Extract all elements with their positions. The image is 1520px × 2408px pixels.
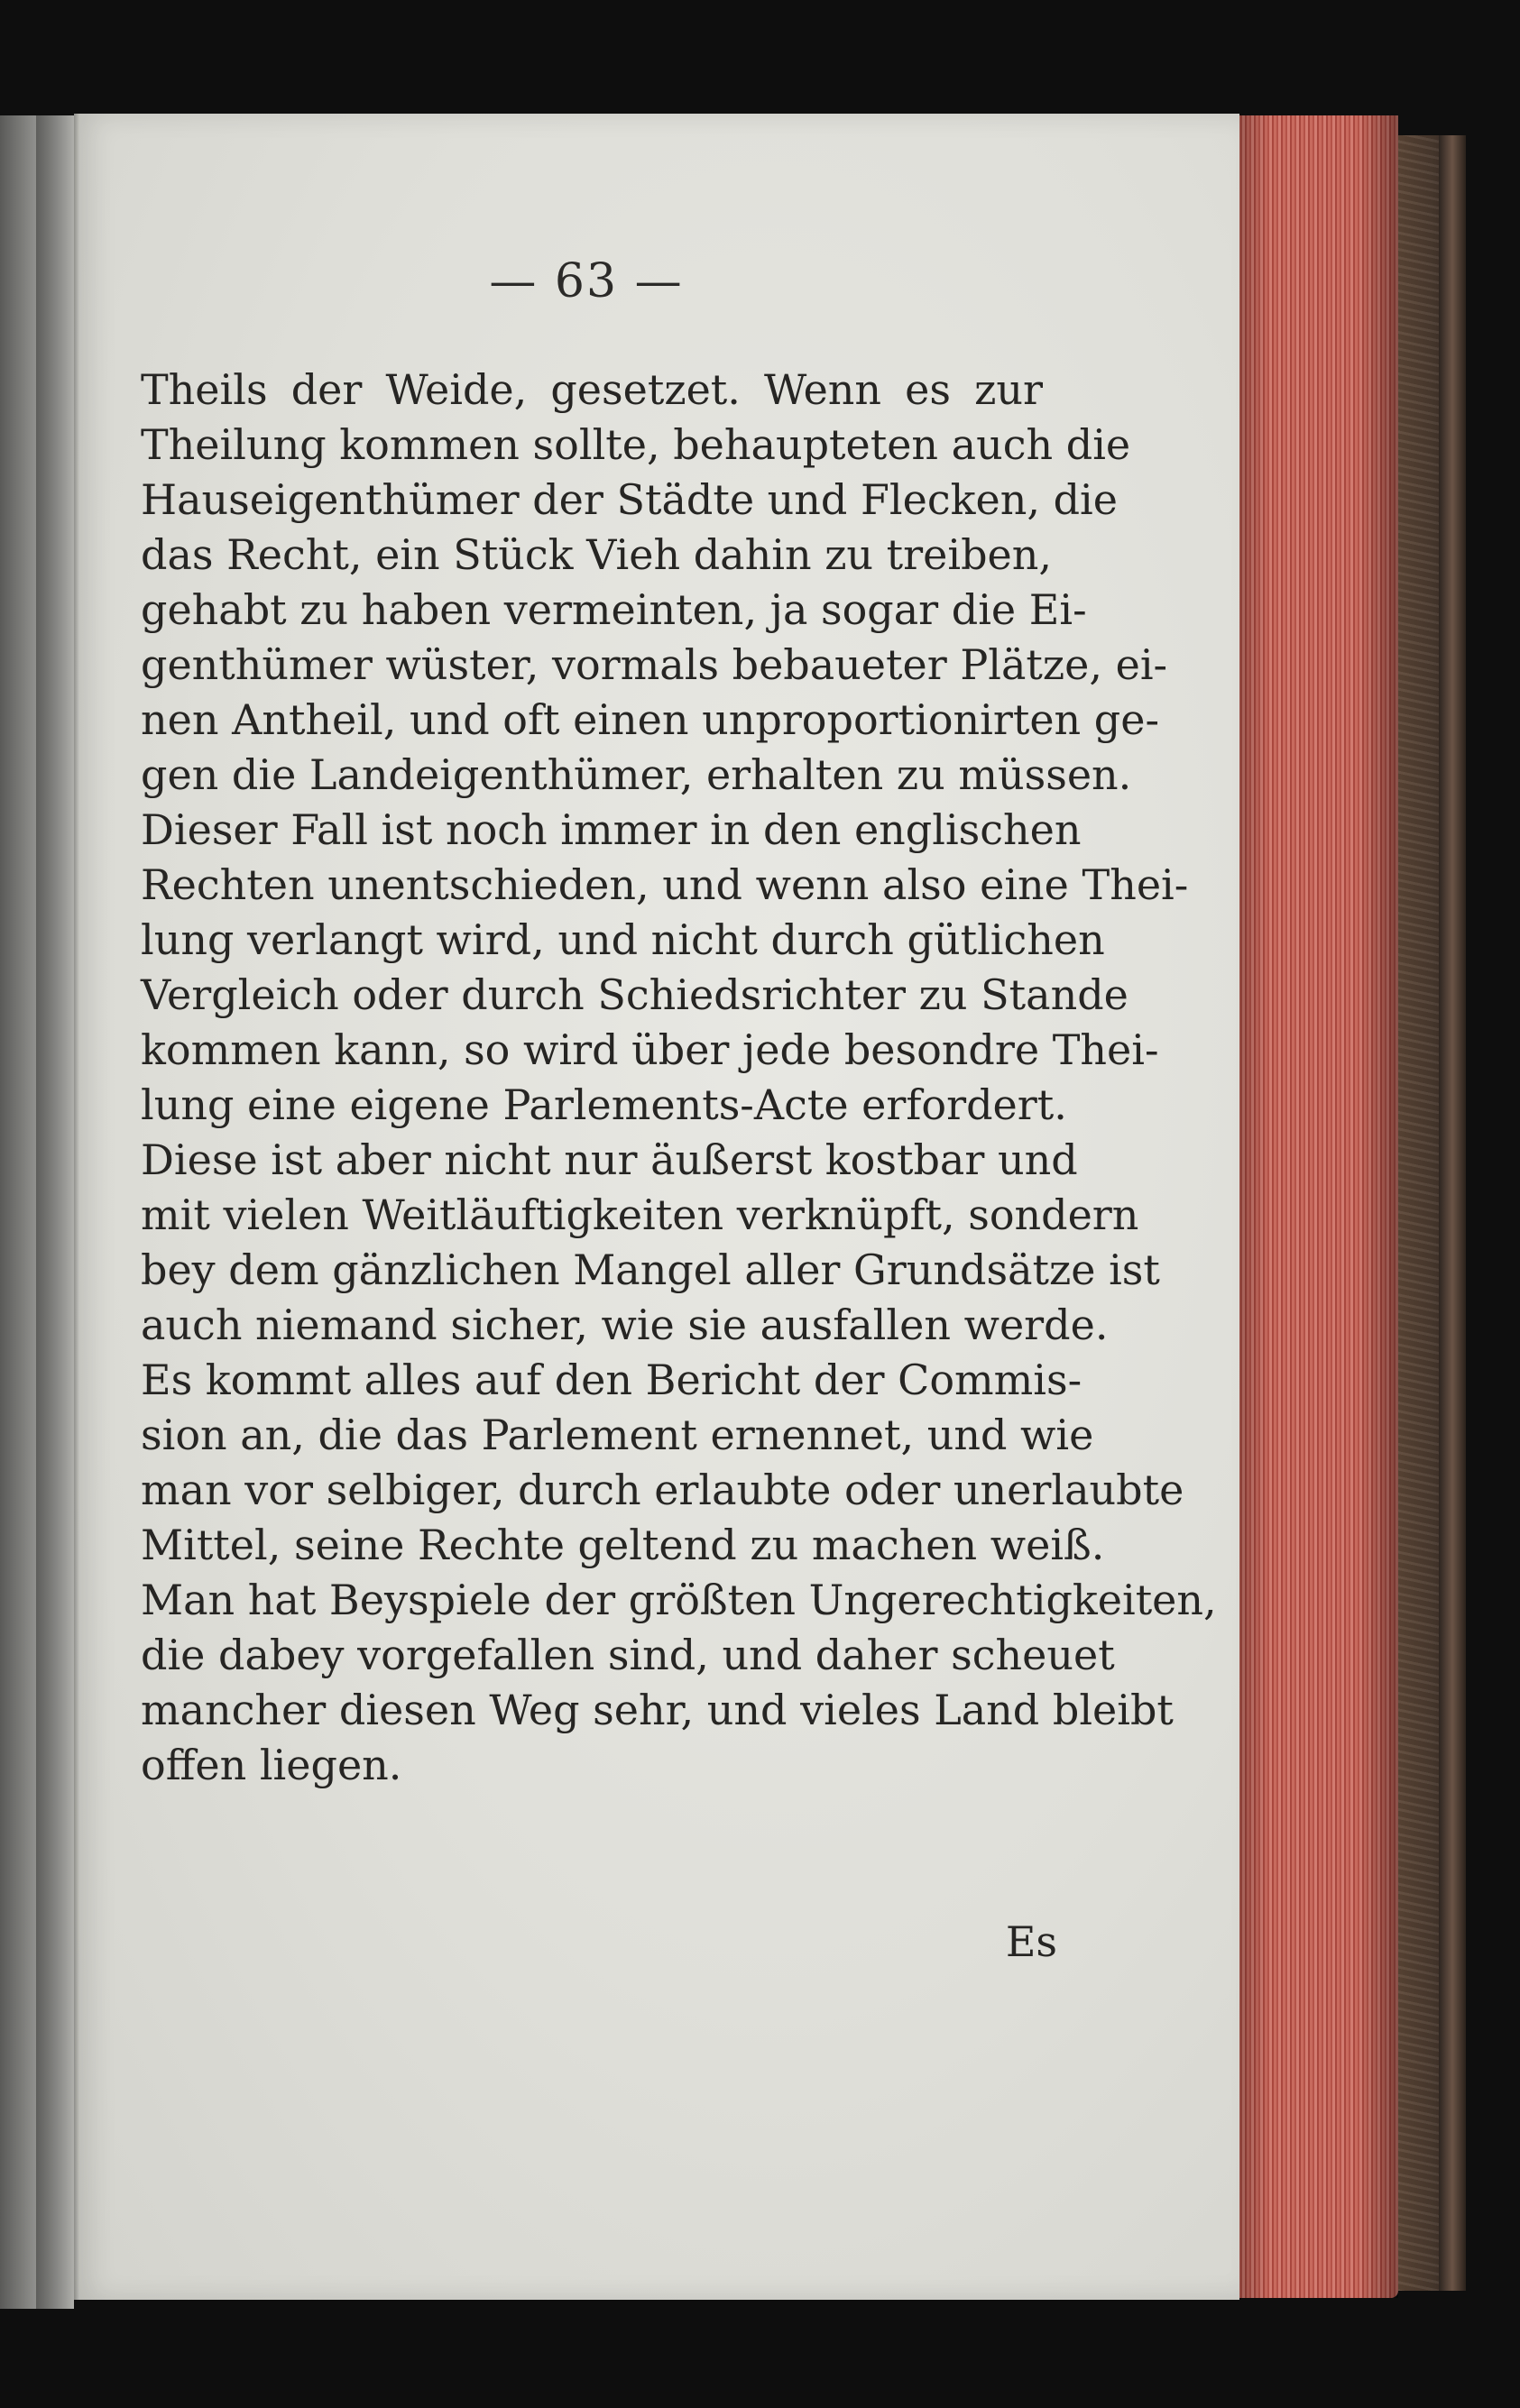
text-line: mit vielen Weitläuftigkeiten verknüpft, sondern (141, 1190, 1139, 1239)
text-line: kommen kann, so wird über jede besondre Thei- (141, 1025, 1159, 1074)
text-line: Rechten unentschieden, und wenn also eine Thei- (141, 860, 1189, 909)
body-text (141, 363, 1217, 1793)
text-line: gehabt zu haben vermeinten, ja sogar die Ei- (141, 585, 1087, 634)
text-line: das Recht, ein Stück Vieh dahin zu treiben, (141, 530, 1053, 579)
text-line: mancher diesen Weg sehr, und vieles Land bleibt (141, 1686, 1174, 1734)
text-line: Diese ist aber nicht nur äußerst kostbar und (141, 1135, 1078, 1184)
text-line: nen Antheil, und oft einen unproportionirten ge- (141, 695, 1160, 744)
text-line: lung eine eigene Parlements-Acte erfordert. (141, 1080, 1067, 1129)
text-line: Theilung kommen sollte, behaupteten auch die (141, 420, 1131, 469)
text-line: lung verlangt wird, und nicht durch gütlichen (141, 915, 1105, 964)
text-line: bey dem gänzlichen Mangel aller Grundsätze ist (141, 1245, 1160, 1294)
text-line: Man hat Beyspiele der größten Ungerechtigkeiten, (141, 1576, 1217, 1624)
text-line: sion an, die das Parlement ernennet, und wie (141, 1411, 1094, 1459)
text-line: genthümer wüster, vormals bebaueter Plätze, ei- (141, 640, 1168, 689)
text-line: man vor selbiger, durch erlaubte oder unerlaubte (141, 1466, 1184, 1514)
text-line: Hauseigenthümer der Städte und Flecken, die (141, 475, 1118, 524)
text-line: Vergleich oder durch Schiedsrichter zu Stande (141, 970, 1128, 1019)
text-line: auch niemand sicher, wie sie ausfallen werde. (141, 1301, 1109, 1349)
catchword: Es (1005, 1917, 1057, 1966)
page-edges-shade (1238, 115, 1398, 2298)
gutter (74, 114, 79, 2300)
cover-edge (1439, 135, 1466, 2291)
text-line: Mittel, seine Rechte geltend zu machen weiß. (141, 1521, 1105, 1569)
page-header: — 63 — (489, 254, 684, 308)
text-line: die dabey vorgefallen sind, und daher scheuet (141, 1631, 1115, 1679)
text-line: gen die Landeigenthümer, erhalten zu müssen. (141, 750, 1132, 799)
text-line: offen liegen. (141, 1741, 402, 1789)
text-line: Theils der Weide, gesetzet. Wenn es zur (141, 365, 1043, 414)
text-line: Dieser Fall ist noch immer in den englischen (141, 805, 1082, 854)
text-line: Es kommt alles auf den Bericht der Commis- (141, 1356, 1082, 1404)
